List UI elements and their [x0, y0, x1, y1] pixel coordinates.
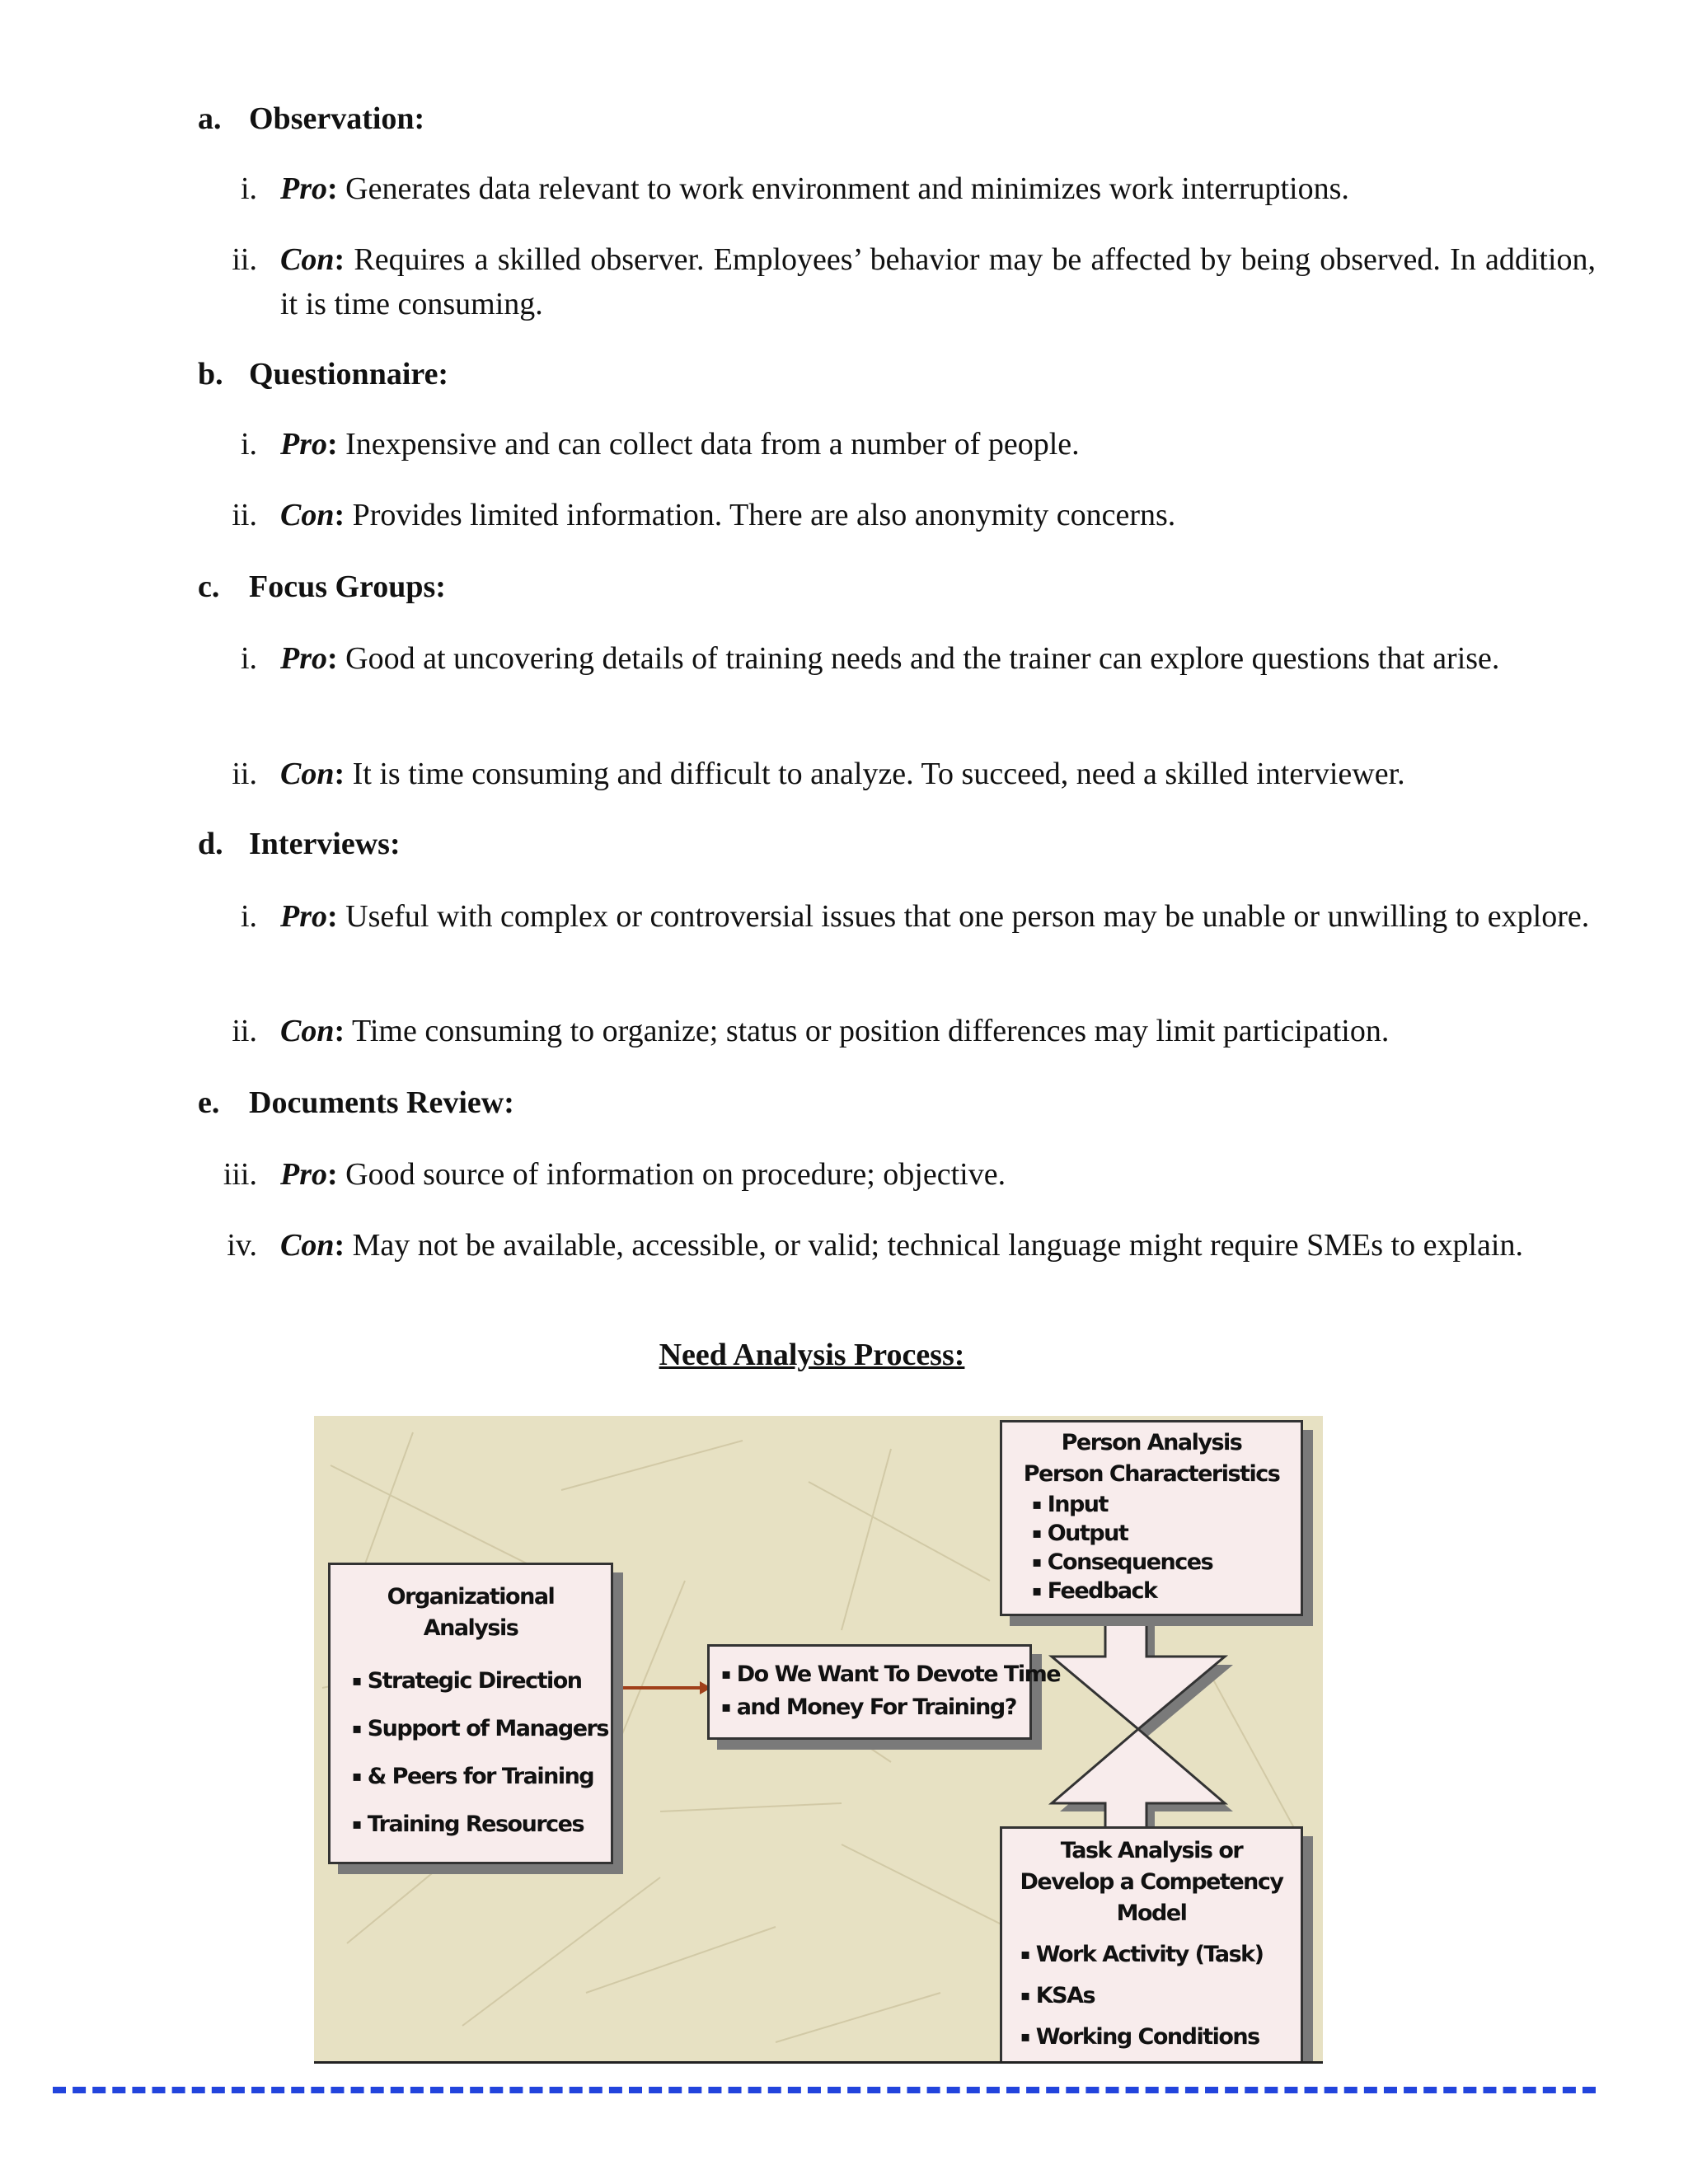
decision-box: ▪ Do We Want To Devote Time ▪ and Money For Training?	[707, 1644, 1032, 1740]
figure-title: Need Analysis Process:	[659, 1338, 965, 1372]
need-analysis-diagram	[314, 1416, 1323, 2064]
list-item: i. Pro: Generates data relevant to work environment and minimizes work interruptions.	[240, 171, 1349, 206]
list-item: i. Pro: Inexpensive and can collect data from a number of people.	[240, 427, 1080, 462]
list-item: iv. Con: May not be available, accessible, or valid; technical language might require SMEs to explain.	[227, 1228, 1523, 1263]
list-item: ▪ Training Resources	[352, 1801, 611, 1849]
list-item: ▪ Feedback	[1032, 1577, 1301, 1605]
section-heading-questionnaire: b. Questionnaire:	[198, 357, 449, 391]
organizational-analysis-box: Organizational Analysis ▪ Strategic Direction ▪ Support of Managers ▪ & Peers for Training ▪ Training Resources	[328, 1563, 613, 1864]
list-item: i. Pro: Useful with complex or controversial issues that one person may be unable or unwilling to explore.	[240, 899, 1590, 934]
list-item: ii. Con: Time consuming to organize; status or position differences may limit participation.	[232, 1014, 1390, 1048]
list-item: ▪ Input	[1032, 1490, 1301, 1519]
list-item: ▪ Strategic Direction	[352, 1657, 611, 1705]
list-item: ▪ Work Activity (Task)	[1020, 1934, 1301, 1975]
section-heading-focus-groups: c. Focus Groups:	[198, 569, 446, 604]
list-item: ▪ Output	[1032, 1519, 1301, 1548]
arrow-icon	[611, 1681, 711, 1694]
list-item: iii. Pro: Good source of information on procedure; objective.	[223, 1157, 1006, 1192]
list-item: ▪ Working Conditions	[1020, 2017, 1301, 2058]
person-analysis-box: Person Analysis Person Characteristics ▪ Input ▪ Output ▪ Consequences ▪ Feedback	[1000, 1420, 1303, 1616]
list-item: ii. Con: Provides limited information. There are also anonymity concerns.	[232, 498, 1176, 532]
list-item: ▪ Support of Managers	[352, 1705, 611, 1753]
list-item: ▪ KSAs	[1020, 1975, 1301, 2017]
section-heading-observation: a. Observation:	[198, 101, 425, 136]
task-analysis-box: Task Analysis or Develop a Competency Model ▪ Work Activity (Task) ▪ KSAs ▪ Working Conditions	[1000, 1826, 1303, 2064]
list-item: i. Pro: Good at uncovering details of training needs and the trainer can explore questions that arise.	[240, 641, 1500, 676]
list-item: ii. Con: It is time consuming and difficult to analyze. To succeed, need a skilled interviewer.	[232, 757, 1405, 791]
section-heading-interviews: d. Interviews:	[198, 827, 401, 861]
dashed-divider	[53, 2087, 1596, 2093]
list-item: ▪ & Peers for Training	[352, 1753, 611, 1801]
list-item: ▪ Consequences	[1032, 1548, 1301, 1577]
list-item: ii. Con: Requires a skilled observer. Employees’ behavior may be affected by being observed. In addition, it is time consuming.	[232, 242, 1597, 321]
section-heading-documents-review: e. Documents Review:	[198, 1085, 514, 1120]
